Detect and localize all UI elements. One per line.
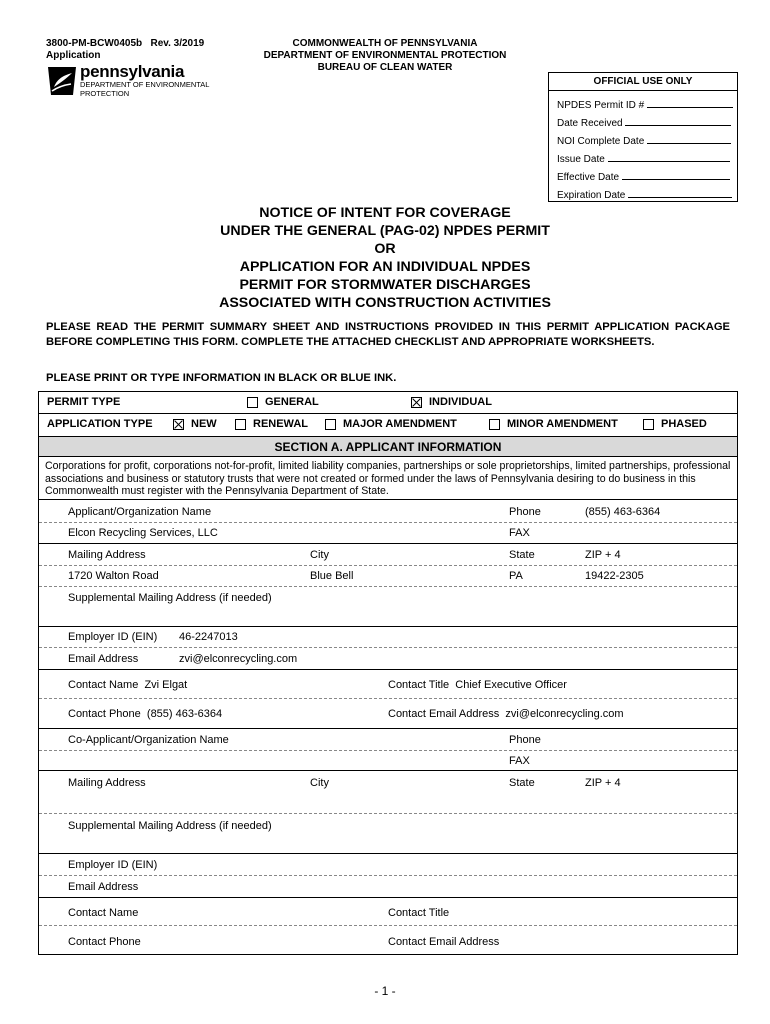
major-amendment-checkbox[interactable] bbox=[325, 419, 336, 430]
noi-complete-date-label: NOI Complete Date bbox=[557, 136, 645, 147]
issue-date-field[interactable] bbox=[557, 152, 730, 165]
divider bbox=[39, 522, 737, 523]
title-line-6: ASSOCIATED WITH CONSTRUCTION ACTIVITIES bbox=[219, 295, 551, 311]
coapplicant-zip-label: ZIP + 4 bbox=[585, 777, 621, 789]
coapplicant-org-label: Co-Applicant/Organization Name bbox=[68, 734, 229, 746]
applicant-contact-title-label: Contact Title bbox=[388, 679, 450, 691]
logo-wordmark: pennsylvania bbox=[80, 62, 185, 81]
divider bbox=[39, 543, 737, 544]
applicant-mailing-value[interactable]: 1720 Walton Road bbox=[68, 570, 159, 582]
coapplicant-email-label: Email Address bbox=[68, 881, 139, 893]
expiration-date-field[interactable] bbox=[557, 188, 732, 201]
issue-date-label: Issue Date bbox=[557, 154, 605, 165]
applicant-state-value[interactable]: PA bbox=[509, 570, 523, 582]
keystone-logo-icon bbox=[46, 65, 78, 97]
page-number: - 1 - bbox=[374, 984, 396, 998]
title-line-2: UNDER THE GENERAL (PAG-02) NPDES PERMIT bbox=[220, 223, 550, 239]
coapplicant-fax-label: FAX bbox=[509, 755, 530, 767]
divider bbox=[39, 586, 737, 587]
applicant-ein-label: Employer ID (EIN) bbox=[68, 631, 158, 643]
applicant-mailing-label: Mailing Address bbox=[68, 549, 146, 561]
agency-line-1: COMMONWEALTH OF PENNSYLVANIA bbox=[292, 38, 478, 49]
form-type: Application bbox=[46, 50, 101, 61]
noi-complete-date-field[interactable] bbox=[557, 134, 731, 147]
new-label: NEW bbox=[191, 418, 217, 430]
section-a-header: SECTION A. APPLICANT INFORMATION bbox=[39, 436, 737, 457]
minor-amendment-checkbox[interactable] bbox=[489, 419, 500, 430]
applicant-city-label: City bbox=[310, 549, 329, 561]
date-received-line bbox=[625, 116, 731, 126]
applicant-contact-phone-value[interactable]: (855) 463-6364 bbox=[146, 708, 223, 720]
coapplicant-contact-phone-label: Contact Phone bbox=[68, 936, 141, 948]
applicant-state-label: State bbox=[509, 549, 535, 561]
title-line-3: OR bbox=[374, 241, 396, 257]
noi-complete-date-line bbox=[647, 134, 731, 144]
date-received-label: Date Received bbox=[557, 118, 623, 129]
official-use-title: OFFICIAL USE ONLY bbox=[549, 73, 737, 91]
divider bbox=[39, 728, 737, 729]
instructions-text: PLEASE READ THE PERMIT SUMMARY SHEET AND INSTRUCTIONS PROVIDED IN THIS PERMIT APPLICATION PACKAGE BEFORE COMPLETING THIS FORM. COMPLETE THE ATTACHED CHECKLIST AND APPROPRIATE WORKSHEETS. bbox=[46, 321, 730, 348]
effective-date-field[interactable] bbox=[557, 170, 730, 183]
expiration-date-line bbox=[628, 188, 732, 198]
divider bbox=[39, 626, 737, 627]
applicant-contact-email-field bbox=[388, 708, 624, 720]
coapplicant-city-label: City bbox=[310, 777, 329, 789]
registration-note: Corporations for profit, corporations not-for-profit, limited liability companies, partnerships or sole proprietorships, limited partnerships, professional associations and business or statutory trusts that were not created or formed under the laws of Pennsylvania desiring to do business in this Commonwealth must register with the Pennsylvania Department of State. bbox=[45, 460, 731, 497]
coapplicant-contact-title-label: Contact Title bbox=[388, 907, 450, 919]
coapplicant-contact-email-label: Contact Email Address bbox=[388, 936, 500, 948]
divider bbox=[39, 813, 737, 814]
coapplicant-contact-name-label: Contact Name bbox=[68, 907, 139, 919]
renewal-checkbox[interactable] bbox=[235, 419, 246, 430]
permit-type-label: PERMIT TYPE bbox=[47, 396, 121, 408]
applicant-supp-label: Supplemental Mailing Address (if needed) bbox=[68, 592, 272, 604]
dep-logo bbox=[46, 62, 236, 102]
logo-subtitle bbox=[80, 81, 209, 98]
applicant-contact-email-label: Contact Email Address bbox=[388, 708, 500, 720]
divider bbox=[39, 669, 737, 670]
ink-note: PLEASE PRINT OR TYPE INFORMATION IN BLACK OR BLUE INK. bbox=[46, 372, 397, 384]
applicant-contact-name-value[interactable]: Zvi Elgat bbox=[144, 679, 188, 691]
applicant-contact-name-field bbox=[68, 679, 187, 691]
general-checkbox[interactable] bbox=[247, 397, 258, 408]
applicant-contact-title-value[interactable]: Chief Executive Officer bbox=[455, 679, 567, 691]
form-code: 3800-PM-BCW0405b Rev. 3/2019 bbox=[46, 38, 205, 49]
applicant-org-value[interactable]: Elcon Recycling Services, LLC bbox=[68, 527, 218, 539]
applicant-email-label: Email Address bbox=[68, 653, 139, 665]
effective-date-label: Effective Date bbox=[557, 172, 620, 183]
applicant-city-value[interactable]: Blue Bell bbox=[310, 570, 354, 582]
minor-amendment-label: MINOR AMENDMENT bbox=[507, 418, 618, 430]
applicant-contact-phone-label: Contact Phone bbox=[68, 708, 141, 720]
divider bbox=[39, 897, 737, 898]
applicant-fax-label: FAX bbox=[509, 527, 530, 539]
agency-line-3: BUREAU OF CLEAN WATER bbox=[317, 62, 453, 73]
applicant-org-label: Applicant/Organization Name bbox=[68, 506, 212, 518]
form-header-left bbox=[46, 38, 204, 62]
expiration-date-label: Expiration Date bbox=[557, 190, 626, 201]
title-line-5: PERMIT FOR STORMWATER DISCHARGES bbox=[239, 277, 531, 293]
issue-date-line bbox=[608, 152, 730, 162]
coapplicant-supp-label: Supplemental Mailing Address (if needed) bbox=[68, 820, 272, 832]
official-use-box bbox=[548, 72, 738, 202]
divider bbox=[39, 499, 737, 500]
divider bbox=[39, 565, 737, 566]
divider bbox=[39, 925, 737, 926]
title-line-1: NOTICE OF INTENT FOR COVERAGE bbox=[259, 205, 511, 221]
npdes-permit-id-line bbox=[647, 98, 733, 108]
major-amendment-label: MAJOR AMENDMENT bbox=[343, 418, 457, 430]
applicant-email-value[interactable]: zvi@elconrecycling.com bbox=[179, 653, 298, 665]
applicant-contact-name-label: Contact Name bbox=[68, 679, 139, 691]
phased-checkbox[interactable] bbox=[643, 419, 654, 430]
applicant-phone-value[interactable]: (855) 463-6364 bbox=[585, 506, 661, 518]
agency-line-2: DEPARTMENT OF ENVIRONMENTAL PROTECTION bbox=[263, 50, 507, 61]
npdes-permit-id-label: NPDES Permit ID # bbox=[557, 100, 645, 111]
divider bbox=[39, 647, 737, 648]
application-form bbox=[38, 391, 738, 955]
renewal-label: RENEWAL bbox=[253, 418, 308, 430]
applicant-contact-title-field bbox=[388, 679, 567, 691]
effective-date-line bbox=[622, 170, 730, 180]
npdes-permit-id-field[interactable] bbox=[557, 98, 733, 111]
applicant-contact-email-value[interactable]: zvi@elconrecycling.com bbox=[505, 708, 624, 720]
divider bbox=[39, 750, 737, 751]
title-line-4: APPLICATION FOR AN INDIVIDUAL NPDES bbox=[239, 259, 531, 275]
phased-label: PHASED bbox=[661, 418, 707, 430]
coapplicant-ein-label: Employer ID (EIN) bbox=[68, 859, 158, 871]
individual-checkbox[interactable] bbox=[411, 397, 422, 408]
applicant-phone-label: Phone bbox=[509, 506, 541, 518]
applicant-ein-value[interactable]: 46-2247013 bbox=[179, 631, 238, 643]
date-received-field[interactable] bbox=[557, 116, 731, 129]
divider bbox=[39, 875, 737, 876]
divider bbox=[39, 853, 737, 854]
individual-label: INDIVIDUAL bbox=[429, 396, 492, 408]
new-checkbox[interactable] bbox=[173, 419, 184, 430]
divider bbox=[39, 698, 737, 699]
general-label: GENERAL bbox=[265, 396, 319, 408]
logo-subtitle-line-2: PROTECTION bbox=[80, 88, 130, 98]
coapplicant-state-label: State bbox=[509, 777, 535, 789]
coapplicant-phone-label: Phone bbox=[509, 734, 541, 746]
divider bbox=[39, 770, 737, 771]
applicant-zip-value[interactable]: 19422-2305 bbox=[585, 570, 644, 582]
logo-subtitle-line-1: DEPARTMENT OF ENVIRONMENTAL bbox=[80, 80, 210, 89]
divider bbox=[39, 413, 737, 414]
agency-header bbox=[250, 38, 520, 74]
document-title bbox=[120, 204, 650, 312]
application-type-label: APPLICATION TYPE bbox=[47, 418, 153, 430]
coapplicant-mailing-label: Mailing Address bbox=[68, 777, 146, 789]
applicant-contact-phone-field bbox=[68, 708, 222, 720]
applicant-zip-label: ZIP + 4 bbox=[585, 549, 621, 561]
